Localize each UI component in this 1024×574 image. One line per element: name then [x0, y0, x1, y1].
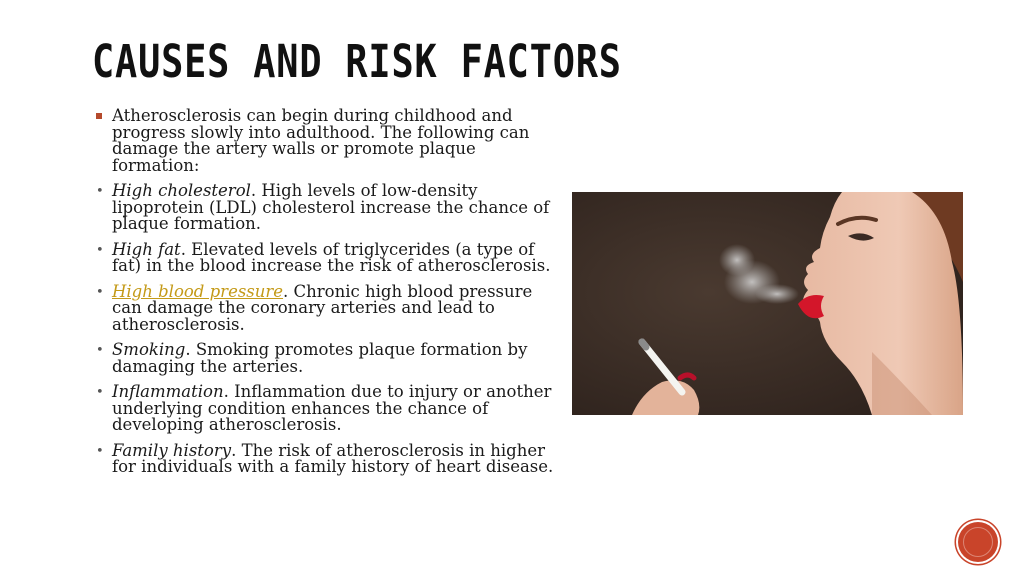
- factor-term: Smoking: [112, 340, 186, 359]
- next-slide-button[interactable]: [958, 522, 998, 562]
- high-blood-pressure-link[interactable]: High blood pressure: [112, 281, 284, 301]
- list-item: [96, 183, 556, 233]
- factor-description: Chronic high blood pressure can damage the coronary arteries and lead to atherosclerosis.: [112, 281, 533, 334]
- list-item: [96, 281, 556, 334]
- slide-content: [96, 108, 556, 485]
- list-item: [96, 342, 556, 375]
- list-item: [96, 384, 556, 434]
- dot-bullet-icon: •: [96, 443, 104, 459]
- dot-bullet-icon: •: [96, 242, 104, 258]
- factor-description: High levels of low-density lipoprotein (LDL) cholesterol increase the chance of plaque formation.: [112, 181, 550, 233]
- dot-bullet-icon: •: [96, 284, 104, 300]
- term-separator: .: [185, 340, 191, 359]
- square-bullet-icon: [96, 113, 102, 119]
- factor-description: The risk of atherosclerosis in higher for individuals with a family history of heart disease.: [112, 440, 554, 476]
- dot-bullet-icon: •: [96, 184, 104, 199]
- intro-text: Atherosclerosis can begin during childhood and progress slowly into adulthood. The following can damage the artery walls or promote plaque formation:: [112, 106, 530, 175]
- factor-term: High fat: [112, 239, 181, 259]
- smoking-woman-photo: [572, 192, 963, 415]
- dot-bullet-icon: •: [96, 385, 104, 400]
- factor-term: Inflammation: [112, 382, 224, 401]
- factor-term: Family history: [112, 440, 232, 460]
- dot-bullet-icon: •: [96, 343, 104, 358]
- intro-item: [96, 108, 556, 174]
- list-item: [96, 440, 556, 476]
- term-separator: .: [283, 281, 289, 301]
- list-item: [96, 239, 556, 275]
- term-separator: .: [223, 382, 229, 401]
- slide-title: CAUSES AND RISK FACTORS: [92, 35, 622, 88]
- factor-description: Smoking promotes plaque formation by damaging the arteries.: [112, 340, 528, 376]
- term-separator: .: [180, 239, 186, 259]
- term-separator: .: [231, 440, 237, 460]
- term-separator: .: [250, 181, 257, 200]
- factor-term: High cholesterol: [112, 181, 251, 200]
- factor-description: Inflammation due to injury or another underlying condition enhances the chance of developing atherosclerosis.: [112, 382, 552, 434]
- factor-description: Elevated levels of triglycerides (a type of fat) in the blood increase the risk of atherosclerosis.: [112, 239, 551, 275]
